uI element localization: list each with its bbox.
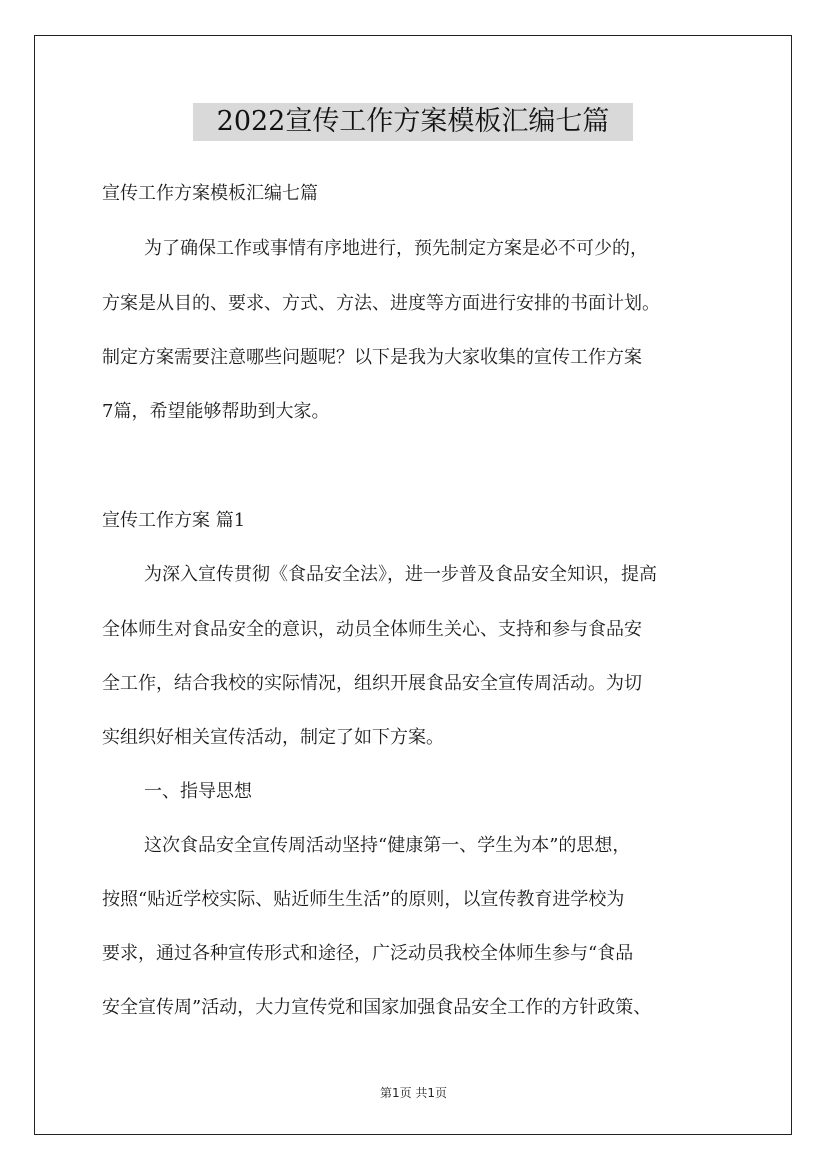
subheading: 一、指导思想 [144, 781, 252, 802]
paragraph-line: 全体师生对食品安全的意识，动员全体师生关心、支持和参与食品安 [102, 619, 642, 640]
document-title: 2022宣传工作方案模板汇编七篇 [193, 103, 633, 141]
paragraph-line: 按照“贴近学校实际、贴近师生生活”的原则，以宣传教育进学校为 [102, 889, 625, 910]
paragraph-line: 全工作，结合我校的实际情况，组织开展食品安全宣传周活动。为切 [102, 673, 642, 694]
paragraph-line: 要求，通过各种宣传形式和途径，广泛动员我校全体师生参与“食品 [102, 943, 634, 964]
paragraph-line: 为深入宣传贯彻《食品安全法》，进一步普及食品安全知识，提高 [144, 564, 657, 585]
intro-line: 方案是从目的、要求、方式、方法、进度等方面进行安排的书面计划。 [102, 293, 660, 314]
document-subtitle: 宣传工作方案模板汇编七篇 [102, 183, 318, 204]
intro-line: 为了确保工作或事情有序地进行，预先制定方案是必不可少的， [144, 238, 648, 259]
intro-line: 7篇，希望能够帮助到大家。 [102, 401, 330, 422]
page-number: 第1页 共1页 [379, 1086, 448, 1100]
paragraph-line: 实组织好相关宣传活动，制定了如下方案。 [102, 727, 444, 748]
paragraph-line: 安全宣传周”活动，大力宣传党和国家加强食品安全工作的方针政策、 [102, 997, 652, 1018]
section-heading: 宣传工作方案 篇1 [102, 510, 246, 531]
intro-line: 制定方案需要注意哪些问题呢？以下是我为大家收集的宣传工作方案 [102, 347, 642, 368]
paragraph-line: 这次食品安全宣传周活动坚持“健康第一、学生为本”的思想， [144, 835, 631, 856]
